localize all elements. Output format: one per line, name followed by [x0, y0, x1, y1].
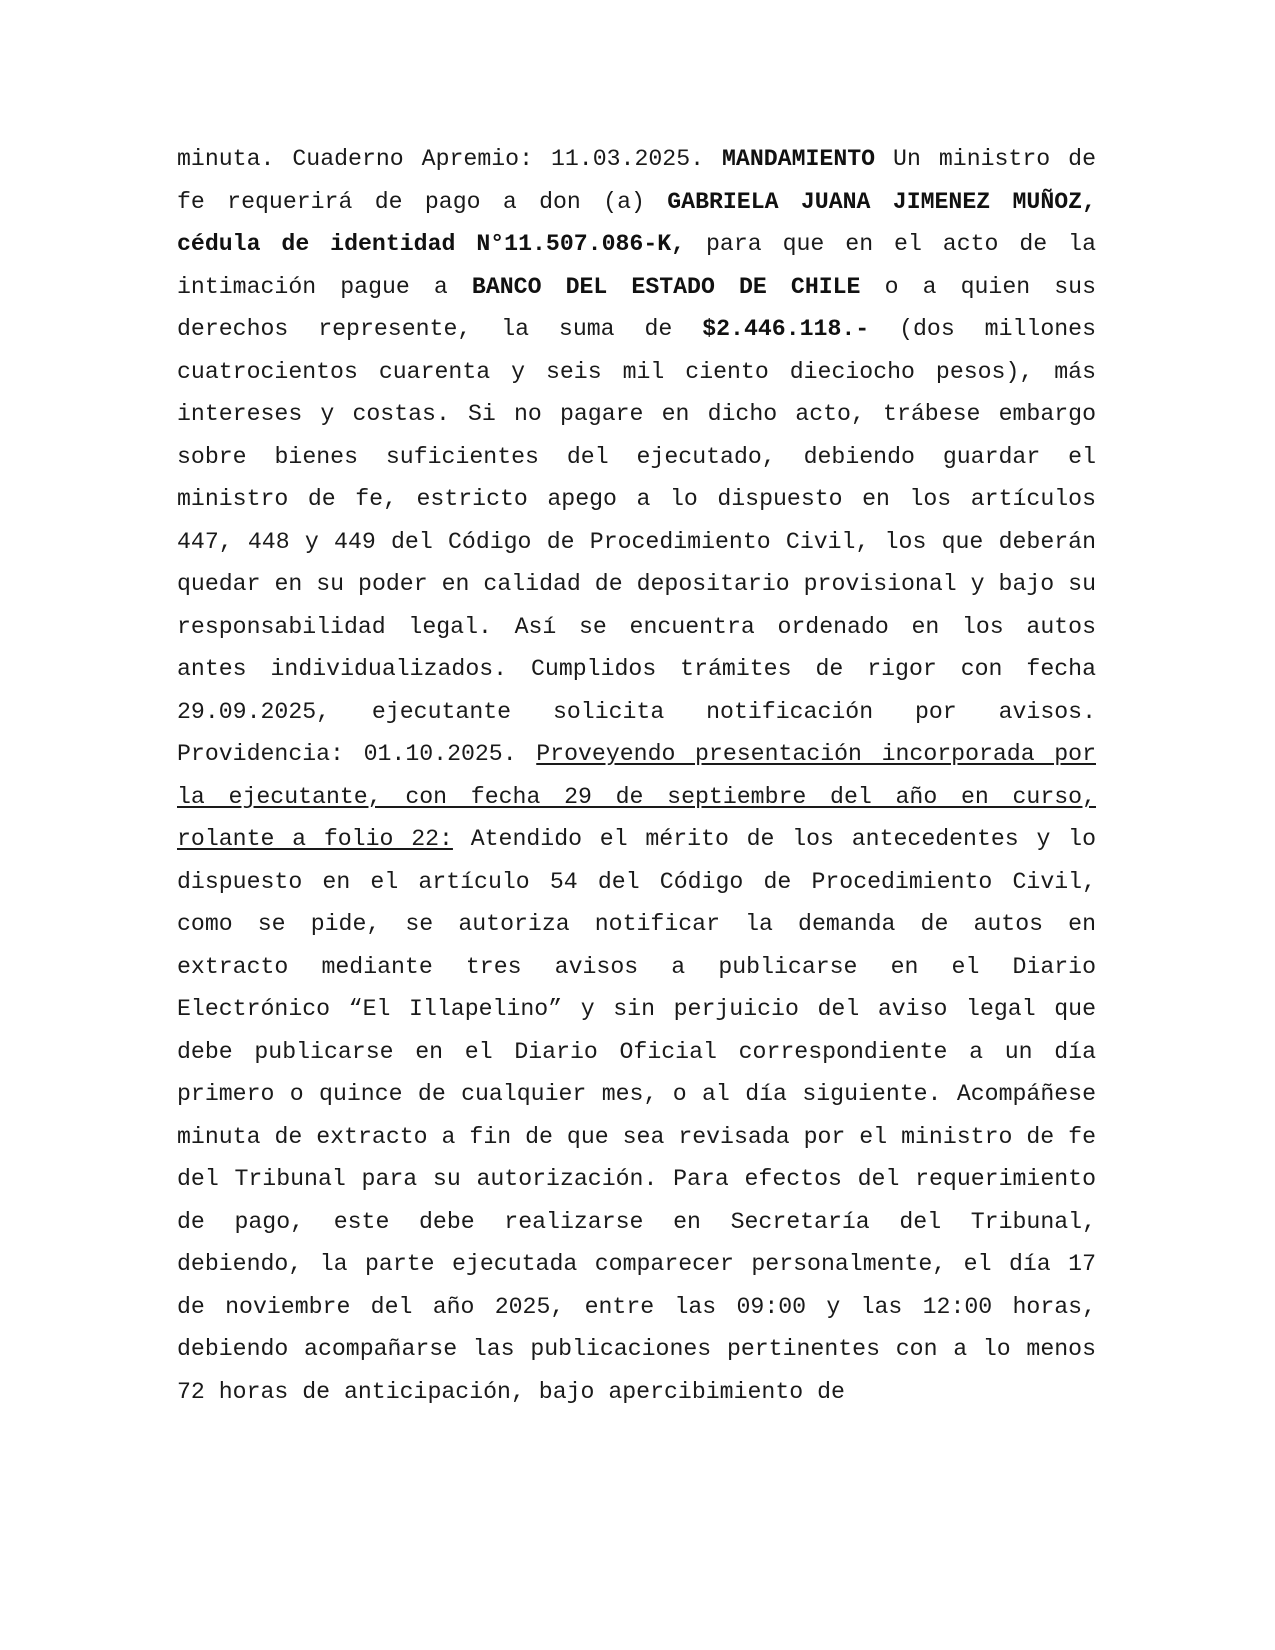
text-segment: o a quien sus derechos represente, la suma de [177, 273, 1096, 342]
text-segment: Atendido el mérito de los antecedentes y lo dispuesto en el artículo 54 del Código de Procedimiento Civil, como se pide, se autoriza notificar la demanda de autos en extracto mediante tres avisos a publicarse en el Diario Electrónico “El Illapelino” y sin perjuicio del aviso legal que debe publicarse en el Diario Oficial correspondiente a un día primero o quince de cualquier mes, o al día siguiente. Acompáñese minuta de extracto a fin de que sea revisada por el ministro de fe del Tribunal para su autorización. Para efectos del requerimiento de pago, este debe realizarse en Secretaría del Tribunal, debiendo, la parte ejecutada comparecer personalmente, el día 17 de noviembre del año 2025, entre las 09:00 y las 12:00 horas, debiendo acompañarse las publicaciones pertinentes con a lo menos 72 horas de anticipación, bajo apercibimiento de [177, 826, 1096, 1405]
text-segment-bold: MANDAMIENTO [722, 146, 876, 172]
text-segment-underlined: Proveyendo presentación incorporada por la ejecutante, con fecha 29 de septiembre del año en curso, rolante a folio 22: [177, 741, 1096, 852]
text-segment: para que en el acto de la intimación pague a [177, 231, 1096, 300]
document-body [177, 138, 1096, 1413]
text-segment-bold: BANCO DEL ESTADO DE CHILE [471, 273, 861, 300]
text-segment-bold: GABRIELA JUANA JIMENEZ MUÑOZ, cédula de identidad N°11.507.086-K, [177, 188, 1096, 257]
text-segment: (dos millones cuatrocientos cuarenta y seis mil ciento dieciocho pesos), más intereses y costas. Si no pagare en dicho acto, trábese embargo sobre bienes suficientes del ejecutado, debiendo guardar el ministro de fe, estricto apego a lo dispuesto en los artículos 447, 448 y 449 del Código de Procedimiento Civil, los que deberán quedar en su poder en calidad de depositario provisional y bajo su responsabilidad legal. Así se encuentra ordenado en los autos antes individualizados. Cumplidos trámites de rigor con fecha 29.09.2025, ejecutante solicita notificación por avisos. Providencia: 01.10.2025. [177, 316, 1096, 767]
text-segment: Un ministro de fe requerirá de pago a don (a) [177, 146, 1096, 215]
text-segment: minuta. Cuaderno Apremio: 11.03.2025. [177, 146, 723, 172]
text-segment-bold: $2.446.118.- [702, 316, 870, 342]
